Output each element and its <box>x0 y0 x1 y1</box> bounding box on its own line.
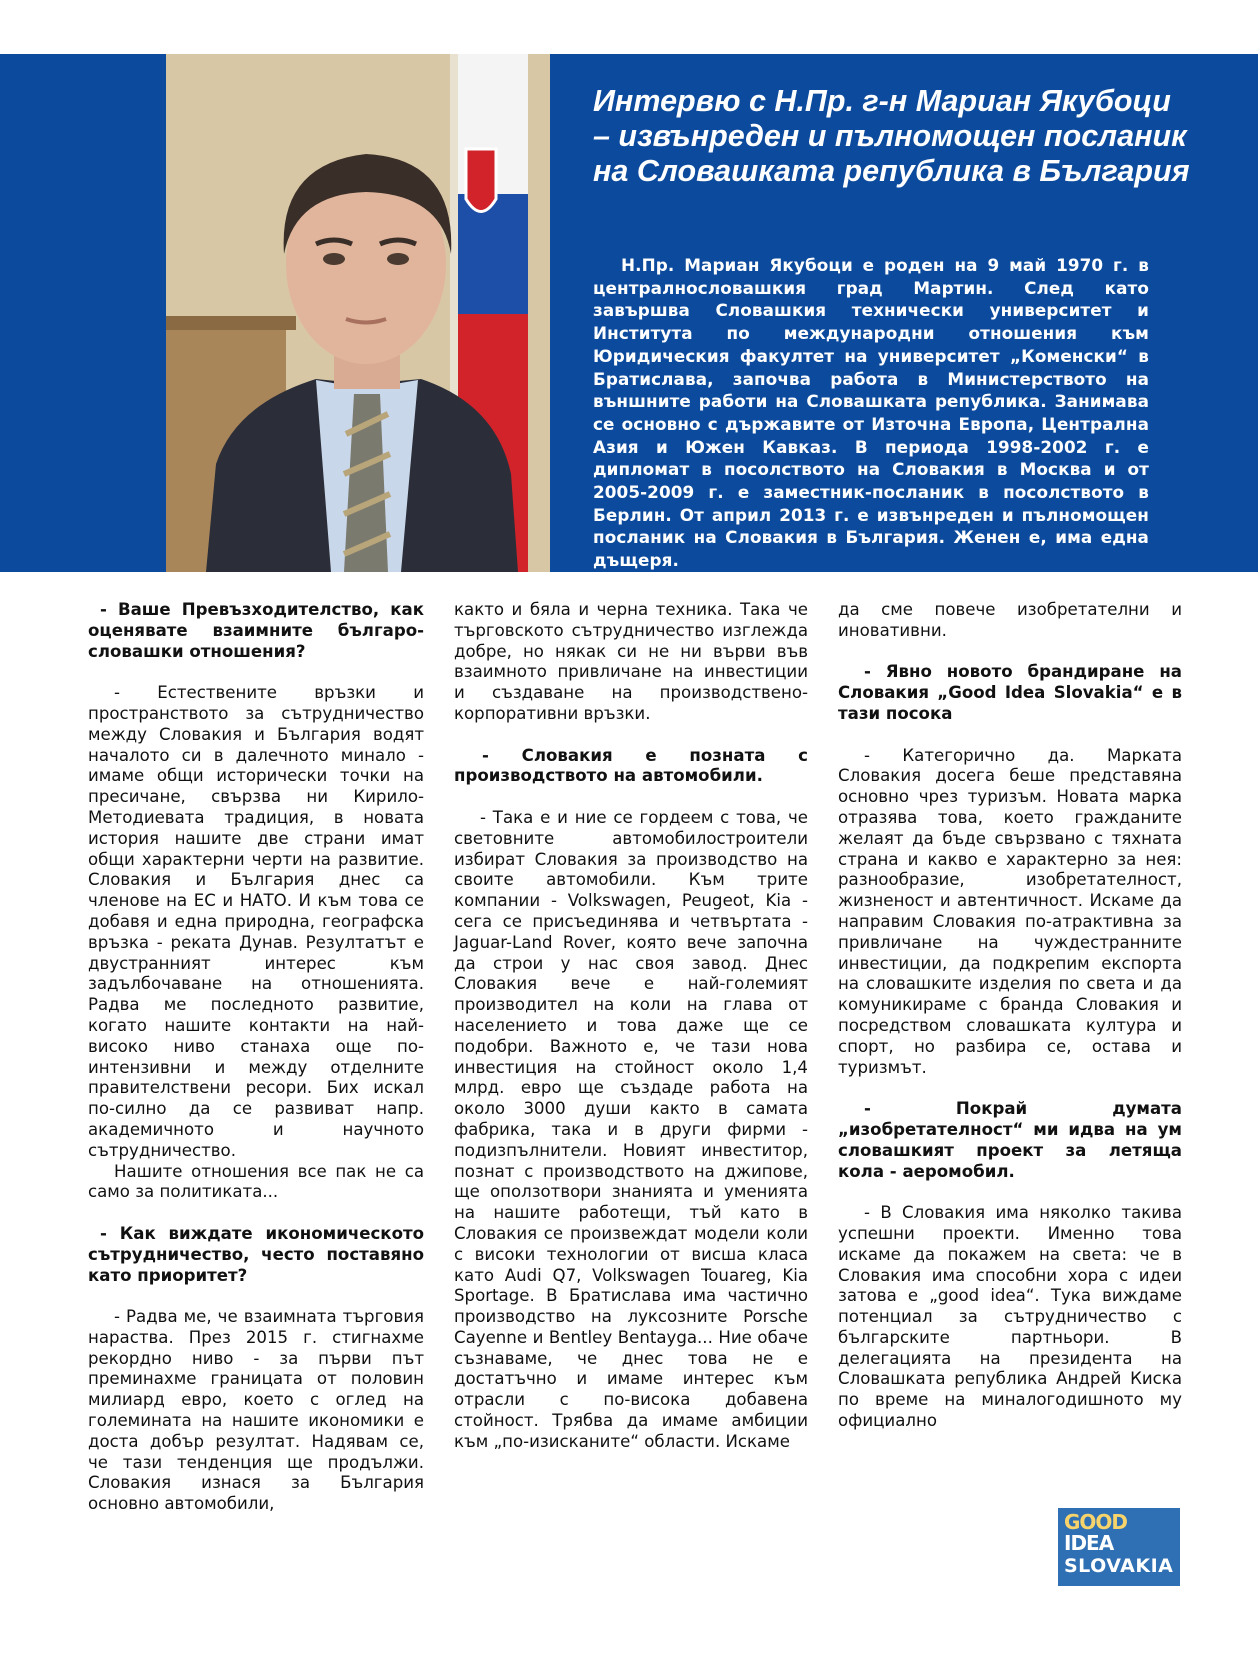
answer-4: - Категорично да. Марката Словакия досега беше представяна основно чрез туризъм. Новата марка отразява това, което гражданите желаят да бъде свързвано с тяхната страна и какво е характерно за нея: разнообразие, изобретателност, жизненост и автентичност. Искаме да направим Словакия по-атрактивна за привличане на чуждестранните инвестиции, да подкрепим експорта на словашките изделия по света и да комуникираме с бранда Словакия и посредством словашката култура и спорт, но разбира се, остава и туризмът. <box>838 745 1182 1077</box>
answer-3-part-1: - Така е и ние се гордеем с това, че световните автомобилостроители избират Словакия за производство на своите автомобили. Към трите компании - Volkswagen, Peugeot, Kia - сега се присъединява и четвъртата - Jaguar-Land Rover, която вече започна да строи у нас своя завод. Днес Словакия вече е най-големият производител на коли на глава от населението и това даже ще се подобри. Важното е, че тази нова инвестиция на стойност около 1,4 млрд. евро ще създаде работа на около 3000 души както в самата фабрика, така и в други фирми - подизпълнители. Новият инвеститор, познат с производството на джипове, ще оползотвори знанията и уменията на нашите работещи, тъй като в Словакия се произвеждат модели коли с високи технологии от висша класа като Audi Q7, Volkswagen Touareg, Kia Sportage. В Братислава има частично производство на луксозните Porsche Cayenne и Bentley Bentayga... Ние обаче съзнаваме, че днес това не е достатъчно и имаме интерес към отрасли с по-висока добавена стойност. Трябва да имаме амбиции към „по-изисканите“ области. Искаме <box>454 807 808 1451</box>
question-5: - Покрай думата „изобретателност“ ми идва на ум словашкият проект за летяща кола - аеромобил. <box>838 1099 1182 1181</box>
article-column-1 <box>88 600 424 1515</box>
answer-3-part-2: да сме повече изобретателни и иновативни. <box>838 600 1182 640</box>
logo-line-good: GOOD <box>1064 1510 1128 1534</box>
question-3: - Словакия е позната с производството на автомобили. <box>454 745 808 786</box>
answer-1-continued: Нашите отношения все пак не са само за политиката... <box>88 1161 424 1202</box>
answer-2-part-2: както и бяла и черна техника. Така че търговското сътрудничество изглежда добре, но някак си не ни върви във взаимното привличане на инвестиции и създаване на производствено-корпоративни връзки. <box>454 600 808 723</box>
article-title: Интервю с Н.Пр. г-н Мариан Якубоци – извънреден и пълномощен посланик на Словашката република в България <box>593 84 1190 188</box>
answer-5: - В Словакия има няколко такива успешни проекти. Именно това искаме да покажем на света: че в Словакия има способни хора с идеи затова е „good idea“. Тука виждаме потенциал за сътрудничество с българските партньори. В делегацията на президента на Словашката република Андрей Киска по време на миналогодишното му официално <box>838 1203 1182 1431</box>
logo-line-idea: IDEA <box>1064 1531 1114 1555</box>
question-1: - Ваше Превъзходителство, как оценявате взаимните българо-словашки отношения? <box>88 600 424 661</box>
ambassador-bio: Н.Пр. Мариан Якубоци е роден на 9 май 1970 г. в централнословашкия град Мартин. След като завършва Словашкия технически университет и Института по международни отношения към Юридическия факултет на университет „Коменски“ в Братислава, започва работа в Министерството на външните работи на Словашката република. Занимава се основно с държавите от Източна Европа, Централна Азия и Южен Кавказ. В периода 1998-2002 г. е дипломат в посолството на Словакия в Москва и от 2005-2009 г. е заместник-посланик в посолството в Берлин. От април 2013 г. е извънреден и пълномощен посланик на Словакия в България. Женен е, има една дъщеря. <box>593 255 1149 571</box>
good-idea-slovakia-logo <box>1058 1508 1180 1586</box>
article-column-2 <box>454 600 808 1453</box>
logo-line-slovakia: SLOVAKIA <box>1064 1555 1174 1577</box>
ambassador-portrait <box>166 54 550 572</box>
answer-1: - Естествените връзки и пространството за сътрудничество между Словакия и България водят началото си в далечното минало - имаме общи исторически точки на пресичане, свързва ни Кирило-Методиевата традиция, в новата история нашите две страни имат общи характерни черти на развитие. Словакия и България днес са членове на ЕС и НАТО. И към това се добавя и една природна, географска връзка - реката Дунав. Резултатът е двустранният интерес към задълбочаване на отношенията. Радва ме последното развитие, когато нашите контакти на най-високо ниво станаха още по-интензивни и между отделните правителствени ресори. Бих искал по-силно да се развиват напр. академичното и научното сътрудничество. <box>88 683 424 1160</box>
article-column-3 <box>838 600 1182 1432</box>
question-2: - Как виждате икономическото сътрудничество, често поставяно като приоритет? <box>88 1223 424 1285</box>
question-4: - Явно новото брандиране на Словакия „Good Idea Slovakia“ е в тази посока <box>838 662 1182 723</box>
answer-2-part-1: - Радва ме, че взаимната търговия нараства. През 2015 г. стигнахме рекордно ниво - за първи път преминахме границата от половин милиард евро, което с оглед на големината на нашите икономики е доста добър резултат. Надявам се, че тази тенденция ще продължи. Словакия изнася за България основно автомобили, <box>88 1307 424 1514</box>
